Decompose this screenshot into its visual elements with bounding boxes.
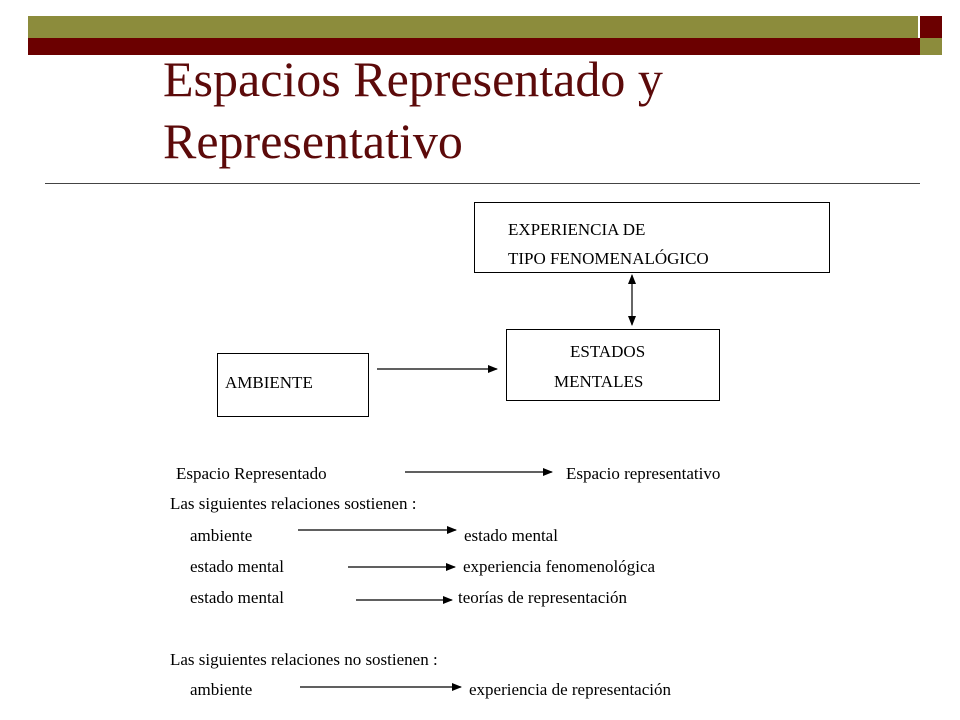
not-holds-row-1-from: ambiente [190,680,253,699]
not-holds-heading: Las siguientes relaciones no sostienen : [170,650,438,669]
ambiente-box-label: AMBIENTE [225,373,313,392]
estados-box-line-1: ESTADOS [570,342,646,361]
holds-heading: Las siguientes relaciones sostienen : [170,494,417,513]
holds-row-2-to: experiencia fenomenológica [463,557,656,576]
holds-row-1-from: ambiente [190,526,253,545]
holds-row-3-from: estado mental [190,588,284,607]
space-right-label: Espacio representativo [566,464,721,483]
holds-row-3-to: teorías de representación [458,588,627,607]
slide-title-line-2: Representativo [163,113,463,169]
holds-row-1-to: estado mental [464,526,558,545]
experiencia-box-line-2: TIPO FENOMENALÓGICO [508,249,709,268]
estados-box-line-2: MENTALES [554,372,644,391]
experiencia-box-line-1: EXPERIENCIA DE [508,220,646,239]
not-holds-row-1-to: experiencia de representación [469,680,671,699]
holds-row-2-from: estado mental [190,557,284,576]
slide-title-line-1: Espacios Representado y [163,51,663,107]
space-left-label: Espacio Representado [176,464,327,483]
